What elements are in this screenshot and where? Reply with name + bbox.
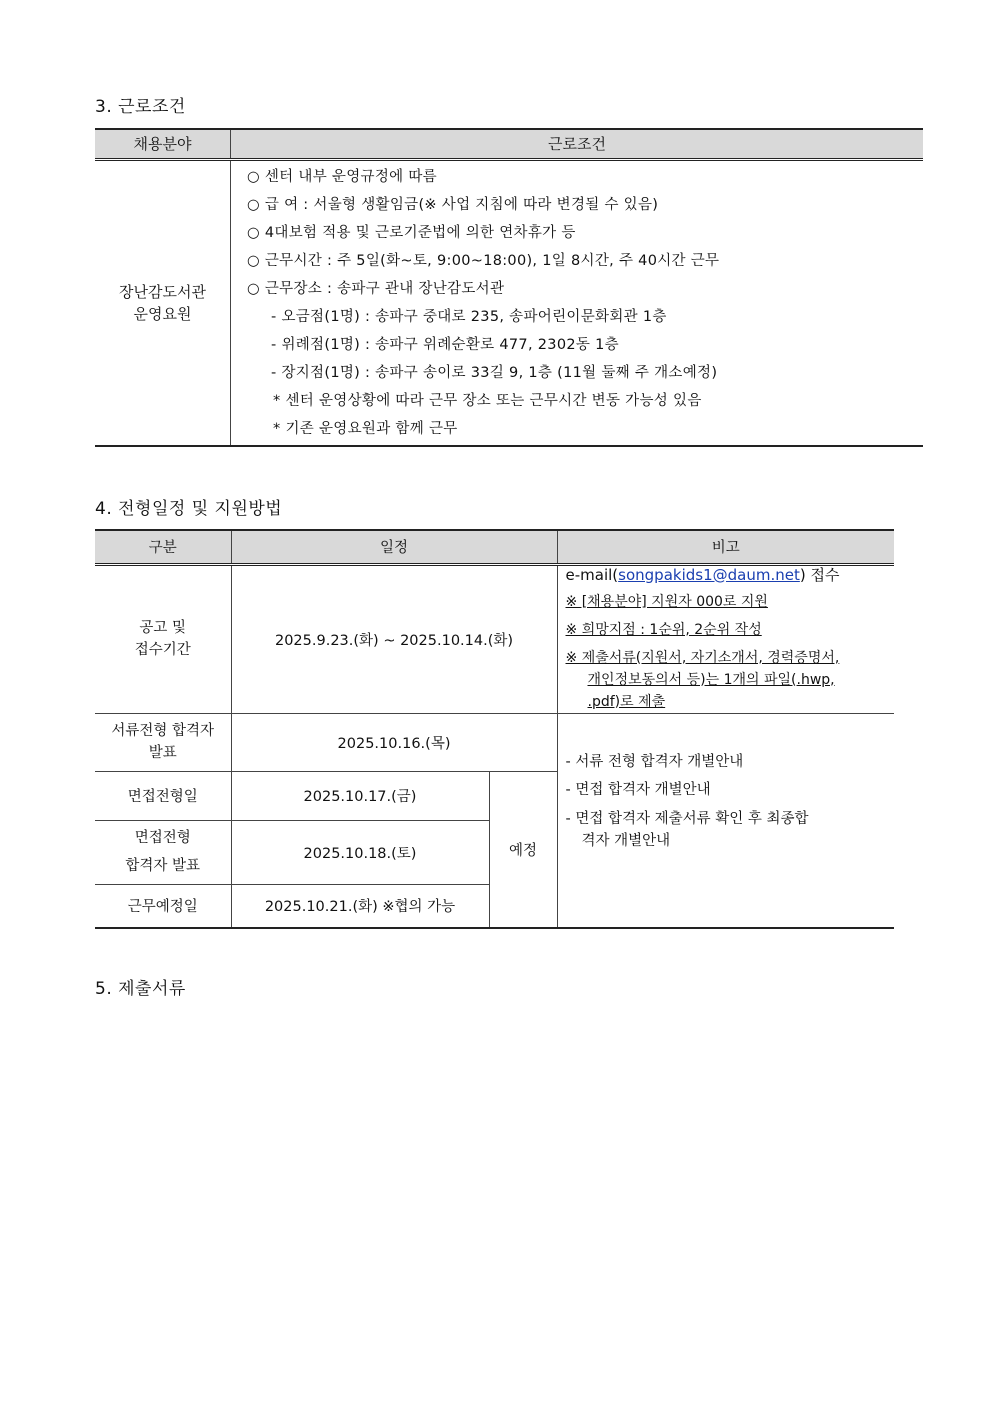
tentative-cell: 예정 [489,771,557,928]
remark-line: * 기존 운영요원과 함께 근무 [273,420,458,437]
category-line1: 공고 및 [139,620,187,636]
doc-note [558,647,895,713]
bullet-line: - 서류 전형 합격자 개별안내 [565,754,744,771]
category-line2: 발표 [148,745,177,761]
condition-line: ○ 근무시간 : 주 5일(화~토, 9:00~18:00), 1일 8시간, 주 40시간 근무 [247,252,720,269]
section-3-title: 3. 근로조건 [95,97,186,117]
email-line [558,566,895,584]
schedule-cell: 2025.10.21.(화) ※협의 가능 [231,884,489,928]
condition-line: ○ 급 여 : 서울형 생활임금(※ 사업 지침에 따라 변경될 수 있음) [247,196,659,213]
remark-line: * 센터 운영상황에 따라 근무 장소 또는 근무시간 변동 가능성 있음 [273,392,702,409]
schedule-cell: 2025.10.17.(금) [231,771,489,820]
category-cell [95,564,231,713]
section-4-title: 4. 전형일정 및 지원방법 [95,499,283,519]
schedule-cell: 2025.10.16.(목) [231,713,557,771]
header-note: 비고 [711,540,740,557]
working-conditions-table [95,128,923,447]
note-text: ※ [채용분야] 지원자 000로 지원 [565,593,768,610]
section-5-title: 5. 제출서류 [95,979,186,999]
table-row [95,564,894,713]
table-row [95,713,894,771]
field-name-line2: 운영요원 [133,304,192,323]
header-field: 채용분야 [95,129,231,159]
category-cell: 근무예정일 [95,884,231,928]
header-schedule: 일정 [231,530,557,564]
category-line1: 면접전형 [134,830,191,846]
note-line [558,588,895,616]
note-text: ※ 희망지점 : 1순위, 2순위 작성 [565,621,762,638]
doc-note-line3: .pdf)로 제출 [587,693,666,710]
category-line2: 접수기간 [134,642,191,658]
category-line1: 서류전형 합격자 [111,723,215,739]
email-link[interactable]: songpakids1@daum.net [618,565,800,584]
condition-line: ○ 센터 내부 운영규정에 따름 [247,168,437,185]
conditions-cell [231,159,924,446]
header-conditions: 근로조건 [548,135,606,154]
field-name-line1: 장난감도서관 [119,282,206,301]
location-line: - 위례점(1명) : 송파구 위례순환로 477, 2302동 1층 [271,336,619,353]
location-line: - 장지점(1명) : 송파구 송이로 33길 9, 1층 (11월 둘째 주 개소예정) [271,364,718,381]
location-line: - 오금점(1명) : 송파구 중대로 235, 송파어린이문화회관 1층 [271,308,667,325]
category-cell: 면접전형일 [95,771,231,820]
bullet-line: - 면접 합격자 제출서류 확인 후 최종합 [565,811,809,828]
note-cell [557,564,894,713]
email-prefix: e-mail( [565,565,619,584]
doc-note-line1: ※ 제출서류(지원서, 자기소개서, 경력증명서, [565,649,840,666]
category-cell [95,713,231,771]
doc-note-line2: 개인정보동의서 등)는 1개의 파일(.hwp, [587,671,835,688]
schedule-cell: 2025.10.18.(토) [231,820,489,884]
bullet-notes-cell [557,713,894,928]
schedule-table [95,529,894,929]
header-category: 구분 [95,530,231,564]
table-header-row [95,129,923,159]
note-line [558,616,895,644]
schedule-cell: 2025.9.23.(화) ~ 2025.10.14.(화) [231,564,557,713]
field-name-cell [95,159,231,446]
condition-line: ○ 근무장소 : 송파구 관내 장난감도서관 [247,280,505,297]
bullet-line: - 면접 합격자 개별안내 [565,782,711,799]
condition-line: ○ 4대보험 적용 및 근로기준법에 의한 연차휴가 등 [247,224,576,241]
table-header-row [95,530,894,564]
category-line2: 합격자 발표 [125,858,201,874]
email-suffix: ) 접수 [799,565,840,584]
bullet-line: 격자 개별안내 [581,833,671,850]
table-row [95,159,923,446]
category-cell [95,820,231,884]
